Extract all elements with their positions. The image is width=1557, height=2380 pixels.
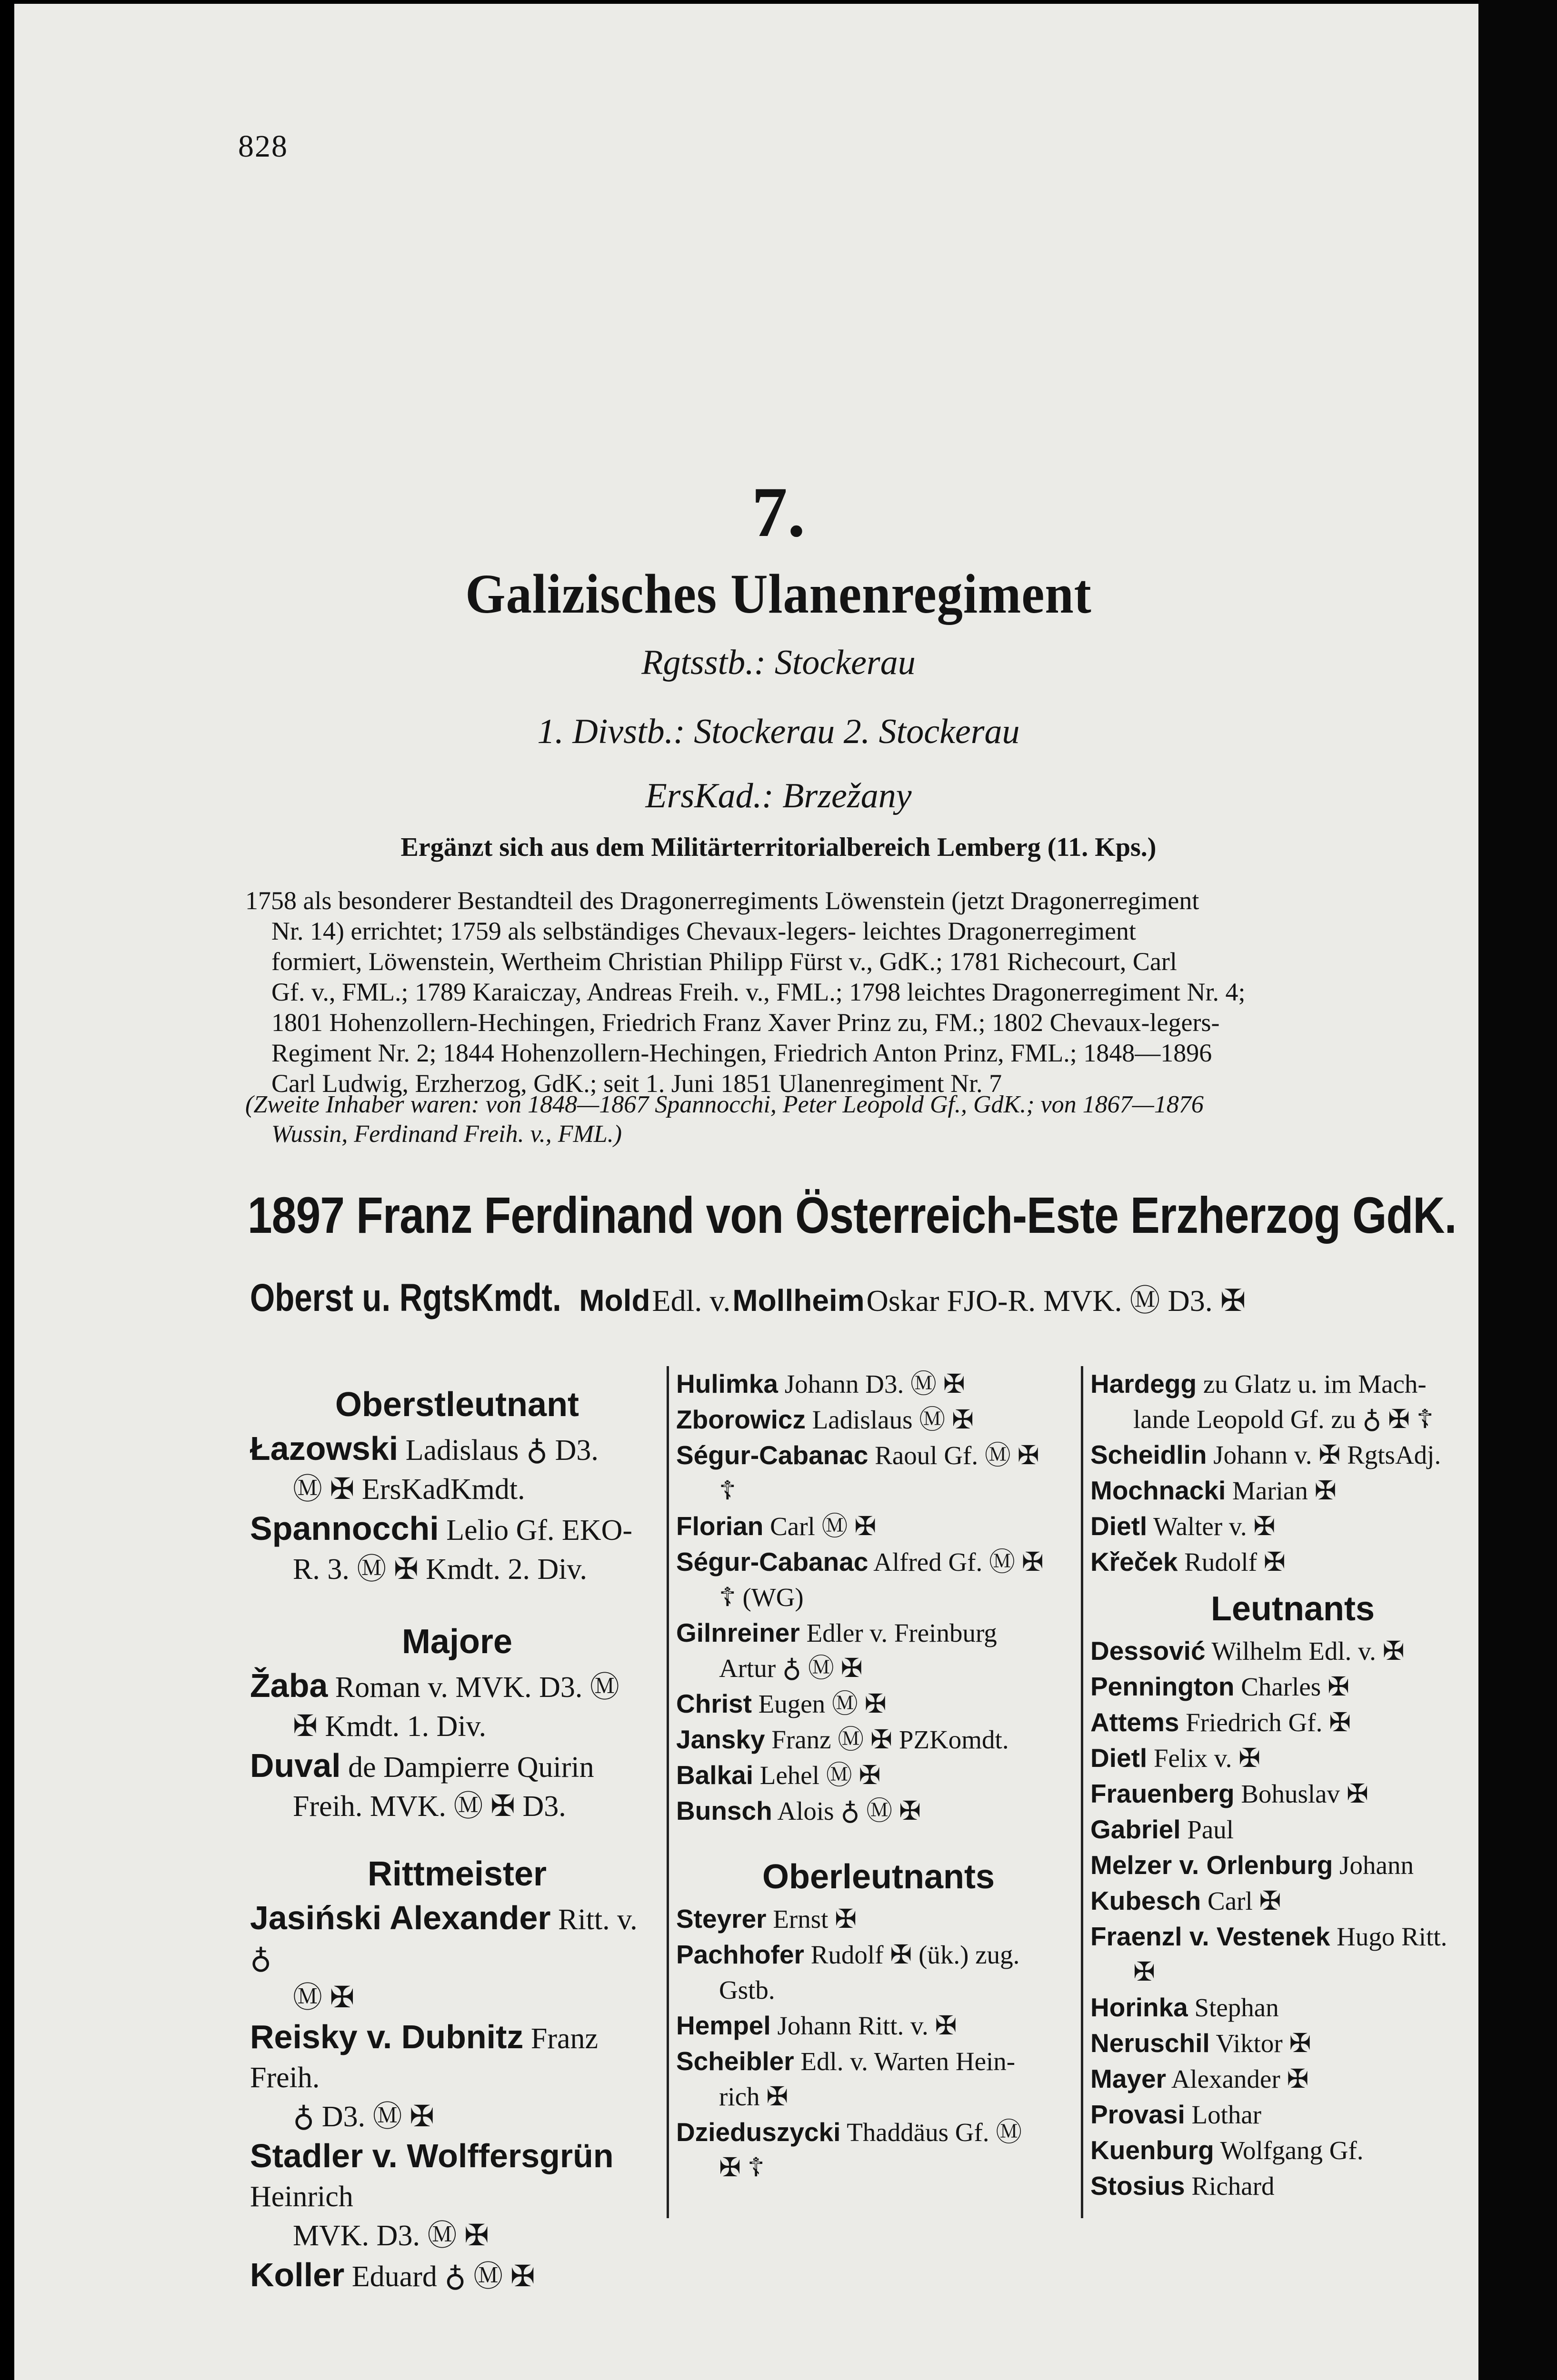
officer-surname: Mochnacki (1090, 1476, 1226, 1505)
officer-surname: Hempel (676, 2011, 771, 2040)
officer-surname: Dessović (1090, 1636, 1206, 1666)
officer-surname: Reisky v. Dubnitz (250, 2018, 524, 2055)
roster-entry (1090, 1883, 1495, 1919)
officer-details: Stephan (1194, 1993, 1279, 2022)
officer-details: Wilhelm Edl. v. ✠ (1211, 1636, 1405, 1666)
history-line: Regiment Nr. 2; 1844 Hohenzollern-Hechingen, Friedrich Anton Prinz, FML.; 1848—1896 (271, 1039, 1212, 1067)
officer-surname: Attems (1090, 1707, 1179, 1737)
officer-details: Rudolf ✠ (ük.) zug. (810, 1940, 1020, 1969)
officer-details: Raoul Gf. Ⓜ ✠ (875, 1441, 1039, 1470)
officer-surname: Dietl (1090, 1511, 1148, 1541)
officer-details: Eugen Ⓜ ✠ (758, 1689, 887, 1718)
officer-surname: Provasi (1090, 2100, 1185, 2129)
officer-details: Carl Ⓜ ✠ (770, 1512, 877, 1541)
officer-details: Edl. v. Warten Hein- (800, 2047, 1016, 2076)
officer-details: Viktor ✠ (1216, 2029, 1311, 2058)
officer-details: Johann v. ✠ RgtsAdj. (1213, 1440, 1441, 1469)
officer-details: Ladislaus Ⓜ ✠ (812, 1405, 974, 1434)
officer-surname: Spannocchi (250, 1510, 439, 1547)
officer-details-cont: ☦ (719, 1476, 736, 1505)
officer-surname: Scheibler (676, 2046, 794, 2076)
roster-entry (676, 1508, 1081, 1544)
officer-surname: Horinka (1090, 1993, 1188, 2022)
officer-surname: Steyrer (676, 1904, 767, 1934)
officer-details: Ernst ✠ (773, 1904, 857, 1934)
roster-entry (250, 1429, 664, 1509)
roster-entry (1090, 1812, 1495, 1847)
history-line: Gf. v., FML.; 1789 Karaiczay, Andreas Freih. v., FML.; 1798 leichtes Dragonerregiment Nr. 4; (271, 978, 1246, 1006)
officer-details-cont: ✠ ☦ (719, 2153, 765, 2182)
officer-details: Lelio Gf. EKO- (446, 1514, 633, 1547)
officer-details-cont: Artur ♁ Ⓜ ✠ (719, 1654, 863, 1683)
officer-details: Wolfgang Gf. (1220, 2136, 1364, 2165)
roster-entry (1090, 1508, 1495, 1544)
officer-details: de Dampierre Quirin (348, 1751, 594, 1784)
officer-details: Rudolf ✠ (1184, 1547, 1286, 1577)
officer-surname: Fraenzl v. Vestenek (1090, 1922, 1330, 1951)
commander-label: Oberst u. RgtsKmdt. (250, 1276, 561, 1319)
column-left (250, 1366, 664, 2296)
officer-details: Johann D3. Ⓜ ✠ (784, 1369, 965, 1398)
officer-surname: Kubesch (1090, 1886, 1201, 1915)
officer-details: Charles ✠ (1241, 1672, 1350, 1701)
roster-entry (1090, 2168, 1495, 2204)
oberstleutnant-heading: Oberstleutnant (335, 1386, 579, 1424)
regiment-title: Galizisches Ulanenregiment (465, 563, 1092, 625)
officer-surname: Florian (676, 1511, 764, 1541)
roster-entry (1090, 1544, 1495, 1580)
roster-entry (250, 1898, 664, 2017)
roster-entry (676, 1722, 1081, 1757)
officer-details: Ritt. v. ♁ (250, 1904, 638, 1975)
roster-entry (1090, 2061, 1495, 2097)
officer-surname: Křeček (1090, 1547, 1178, 1577)
officer-surname: Balkai (676, 1760, 754, 1790)
commander-name2: Mollheim (732, 1283, 865, 1318)
officer-details-cont: ☦ (WG) (719, 1583, 804, 1612)
officer-details-cont: lande Leopold Gf. zu ♁ ✠ ☦ (1133, 1405, 1434, 1434)
division-staff: 1. Divstb.: Stockerau 2. Stockerau (537, 712, 1020, 751)
officer-details: Eduard ♁ Ⓜ ✠ (351, 2261, 535, 2293)
officer-surname: Jasiński Alexander (250, 1899, 551, 1936)
officer-surname: Gilnreiner (676, 1618, 800, 1647)
roster-entry (676, 1757, 1081, 1793)
roster-entry (676, 2043, 1081, 2114)
officer-surname: Stosius (1090, 2171, 1185, 2201)
rittmeister-heading: Rittmeister (367, 1855, 547, 1893)
regiment-number: 7. (751, 473, 806, 552)
owners-line: Wussin, Ferdinand Freih. v., FML.) (271, 1121, 622, 1148)
regiment-history (245, 885, 1464, 1099)
commander-text: Edl. v. (652, 1284, 731, 1318)
roster-entry (676, 1366, 1081, 1402)
officer-details: Paul (1187, 1815, 1234, 1844)
officer-details: Friedrich Gf. ✠ (1186, 1708, 1351, 1737)
officer-details: Roman v. MVK. D3. Ⓜ (335, 1671, 619, 1704)
officer-surname: Scheidlin (1090, 1440, 1207, 1469)
officer-details: Alexander ✠ (1171, 2064, 1309, 2093)
roster-entry (1090, 1740, 1495, 1776)
officer-details: Franz Freih. (250, 2023, 599, 2094)
history-line: Nr. 14) errichtet; 1759 als selbständiges Chevaux-legers- leichtes Dragonerregiment (271, 917, 1136, 945)
officer-surname: Bunsch (676, 1796, 772, 1825)
officer-details: Bohuslav ✠ (1241, 1779, 1368, 1808)
officer-details: Lehel Ⓜ ✠ (759, 1761, 881, 1790)
column-right (1081, 1366, 1495, 2218)
second-owners (245, 1090, 1464, 1149)
roster-entry (250, 2255, 664, 2296)
officer-surname: Kuenburg (1090, 2135, 1214, 2165)
officer-details-cont: Ⓜ ✠ ErsKadKmdt. (293, 1473, 525, 1506)
roster-entry (1090, 1669, 1495, 1705)
officer-surname: Hardegg (1090, 1369, 1197, 1398)
roster-entry (676, 1544, 1081, 1615)
officer-details-cont: Gstb. (719, 1975, 775, 2004)
roster-entry (676, 2114, 1081, 2185)
officer-surname: Duval (250, 1747, 341, 1784)
roster-entry (1090, 1847, 1495, 1883)
officer-surname: Dzieduszycki (676, 2117, 841, 2147)
officer-details: Franz Ⓜ ✠ PZKomdt. (771, 1725, 1009, 1754)
officer-surname: Ségur-Cabanac (676, 1440, 868, 1470)
officer-surname: Stadler v. Wolffersgrün (250, 2137, 614, 2174)
officer-details: Johann Ritt. v. ✠ (777, 2011, 957, 2040)
page-number: 828 (238, 129, 288, 164)
officer-surname: Frauenberg (1090, 1779, 1235, 1808)
officer-surname: Pennington (1090, 1672, 1235, 1701)
history-line: formiert, Löwenstein, Wertheim Christian Philipp Fürst v., GdK.; 1781 Richecourt, Carl (271, 947, 1177, 976)
ers-kad: ErsKad.: Brzežany (645, 776, 912, 815)
officer-surname: Mayer (1090, 2064, 1166, 2093)
roster-entry (676, 1402, 1081, 1438)
commander-line (250, 1276, 1246, 1320)
officer-surname: Christ (676, 1689, 752, 1718)
commander-rest: Oskar FJO-R. MVK. Ⓜ D3. ✠ (866, 1284, 1246, 1318)
officer-details: Johann (1339, 1851, 1414, 1880)
recruitment-area: Ergänzt sich aus dem Militärterritorialbereich Lemberg (11. Kps.) (400, 833, 1157, 862)
roster-entry (676, 2008, 1081, 2043)
roster-entry (1090, 1473, 1495, 1508)
commander-name: Mold (579, 1283, 650, 1318)
roster-entry (1090, 2132, 1495, 2168)
column-middle (667, 1366, 1081, 2218)
roster-entry (1090, 2025, 1495, 2061)
roster-entry (250, 1666, 664, 1746)
roster-entry (1090, 1366, 1495, 1437)
roster-entry (1090, 1990, 1495, 2025)
officer-surname: Zborowicz (676, 1405, 806, 1434)
roster-entry (1090, 1776, 1495, 1812)
officer-details: Alfred Gf. Ⓜ ✠ (873, 1547, 1044, 1577)
officer-details: Edler v. Freinburg (806, 1618, 997, 1647)
officer-details-cont: ✠ (1133, 1957, 1156, 1986)
roster-entry (250, 2017, 664, 2136)
officer-surname: Pachhofer (676, 1940, 804, 1969)
officer-details: Walter v. ✠ (1153, 1512, 1276, 1541)
regiment-owner: 1897 Franz Ferdinand von Österreich-Este Erzherzog GdK. (248, 1186, 1457, 1244)
roster-entry (676, 1686, 1081, 1722)
roster-entry (676, 1438, 1081, 1508)
officer-details-cont: ♁ D3. Ⓜ ✠ (293, 2101, 435, 2133)
officer-surname: Žaba (250, 1667, 328, 1704)
officer-surname: Neruschil (1090, 2028, 1210, 2058)
officer-details-cont: R. 3. Ⓜ ✠ Kmdt. 2. Div. (293, 1553, 588, 1586)
officer-details-cont: Ⓜ ✠ (293, 1982, 355, 2014)
officer-details: Felix v. ✠ (1153, 1744, 1261, 1773)
officer-details: Lothar (1191, 2100, 1262, 2129)
roster-entry (250, 1509, 664, 1589)
officer-details: Ladislaus ♁ D3. (405, 1434, 599, 1467)
officer-surname: Dietl (1090, 1743, 1148, 1773)
roster-entry (1090, 2097, 1495, 2132)
officer-surname: Łazowski (250, 1430, 399, 1467)
roster-entry (1090, 1633, 1495, 1669)
officer-details: Thaddäus Gf. Ⓜ (847, 2118, 1022, 2147)
officer-surname: Jansky (676, 1725, 765, 1754)
history-line: Carl Ludwig, Erzherzog, GdK.; seit 1. Juni 1851 Ulanenregiment Nr. 7 (271, 1069, 1002, 1098)
officer-details: Marian ✠ (1232, 1476, 1337, 1505)
roster-entry (250, 1746, 664, 1826)
roster-entry (676, 1615, 1081, 1686)
officer-details: zu Glatz u. im Mach- (1203, 1369, 1427, 1398)
regiment-staff: Rgtsstb.: Stockerau (641, 643, 916, 682)
officer-details-cont: rich ✠ (719, 2082, 788, 2111)
officer-details-cont: MVK. D3. Ⓜ ✠ (293, 2220, 489, 2252)
roster-entry (250, 2136, 664, 2255)
history-line: 1801 Hohenzollern-Hechingen, Friedrich Franz Xaver Prinz zu, FM.; 1802 Chevaux-legers- (271, 1008, 1220, 1037)
officer-surname: Hulimka (676, 1369, 778, 1398)
owners-line: (Zweite Inhaber waren: von 1848—1867 Spannocchi, Peter Leopold Gf., GdK.; von 1867—1876 (245, 1091, 1204, 1118)
officer-details-cont: ✠ Kmdt. 1. Div. (293, 1710, 487, 1743)
officer-details: Richard (1191, 2172, 1275, 2201)
officer-surname: Koller (250, 2256, 345, 2293)
officer-surname: Melzer v. Orlenburg (1090, 1850, 1333, 1880)
officer-details: Hugo Ritt. (1337, 1922, 1447, 1951)
officer-surname: Gabriel (1090, 1815, 1181, 1844)
officer-details: Heinrich (250, 2181, 353, 2213)
officer-details: Carl ✠ (1208, 1886, 1281, 1915)
roster-entry (676, 1793, 1081, 1829)
majore-heading: Majore (401, 1623, 513, 1661)
roster-entry (1090, 1919, 1495, 1990)
roster-entry (1090, 1705, 1495, 1740)
oberleutnants-heading: Oberleutnants (762, 1858, 995, 1896)
roster-entry (676, 1937, 1081, 2008)
leutnants-heading: Leutnants (1210, 1590, 1375, 1628)
roster-entry (1090, 1437, 1495, 1473)
roster-entry (676, 1901, 1081, 1937)
officer-details-cont: Freih. MVK. Ⓜ ✠ D3. (293, 1790, 566, 1823)
officer-surname: Ségur-Cabanac (676, 1547, 868, 1577)
officer-details: Alois ♁ Ⓜ ✠ (777, 1796, 921, 1825)
history-line: 1758 als besonderer Bestandteil des Dragonerregiments Löwenstein (jetzt Dragonerregiment (245, 886, 1199, 915)
